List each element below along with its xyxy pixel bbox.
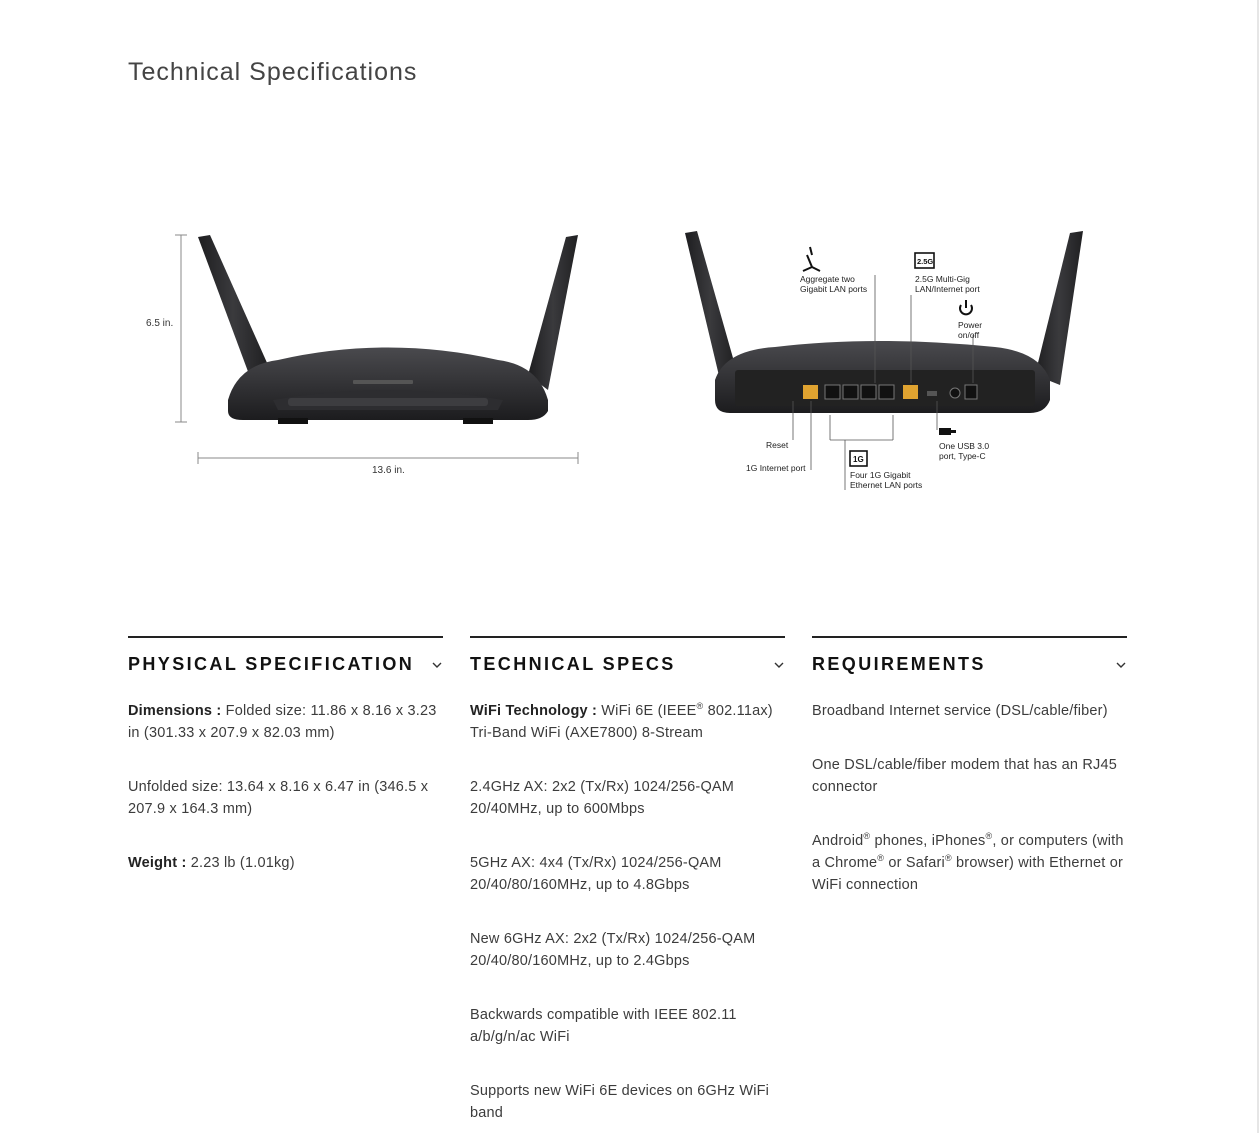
broadband-text: Broadband Internet service (DSL/cable/fiber)	[812, 703, 1108, 719]
physical-specification-section	[128, 636, 443, 1133]
chevron-down-icon	[773, 659, 785, 671]
callout-lan-2: Ethernet LAN ports	[850, 480, 923, 490]
height-label: 6.5 in.	[146, 318, 174, 329]
router-back-illustration	[675, 215, 1115, 505]
unfolded-size-text: Unfolded size: 13.64 x 8.16 x 6.47 in (346.5 x 207.9 x 164.3 mm)	[128, 779, 429, 817]
callout-power-2: on/off	[958, 330, 980, 340]
weight-text: Weight : 2.23 lb (1.01kg)	[128, 855, 295, 871]
technical-specs-section	[470, 636, 785, 1133]
power-icon	[960, 300, 972, 314]
callout-multigig-2: LAN/Internet port	[915, 284, 980, 294]
wifi-technology-text: WiFi Technology : WiFi 6E (IEEE® 802.11ax) Tri-Band WiFi (AXE7800) 8-Stream	[470, 701, 773, 741]
router-back-ports-figure	[675, 215, 1115, 505]
requirements-toggle[interactable]	[812, 654, 1127, 675]
callout-usb-1: One USB 3.0	[939, 441, 990, 451]
router-front-dimensions-figure	[128, 215, 608, 505]
dimensions-text: Dimensions : Folded size: 11.86 x 8.16 x 3.23 in (301.33 x 207.9 x 82.03 mm)	[128, 703, 437, 741]
technical-specs-toggle[interactable]	[470, 654, 785, 675]
callout-power-1: Power	[958, 320, 983, 330]
usb-icon	[939, 428, 956, 435]
spec-columns	[128, 636, 1127, 1133]
callout-lan-1: Four 1G Gigabit	[850, 470, 911, 480]
section-title: PHYSICAL SPECIFICATION	[128, 654, 415, 674]
band-5ghz-text: 5GHz AX: 4x4 (Tx/Rx) 1024/256-QAM 20/40/80/160MHz, up to 4.8Gbps	[470, 855, 722, 893]
backwards-compatible-text: Backwards compatible with IEEE 802.11 a/b/g/n/ac WiFi	[470, 1007, 737, 1045]
callout-reset: Reset	[766, 440, 789, 450]
lan-badge: 1G	[853, 455, 864, 464]
band-6ghz-text: New 6GHz AX: 2x2 (Tx/Rx) 1024/256-QAM 20/40/80/160MHz, up to 2.4Gbps	[470, 931, 756, 969]
chevron-down-icon	[431, 659, 443, 671]
multigig-badge: 2.5G	[917, 257, 934, 266]
devices-text: Android® phones, iPhones®, or computers (with a Chrome® or Safari® browser) with Ethernet or WiFi connection	[812, 831, 1124, 893]
router-front-illustration	[128, 215, 608, 505]
width-label: 13.6 in.	[372, 465, 405, 476]
requirements-section	[812, 636, 1127, 1133]
callout-aggregate-1: Aggregate two	[800, 274, 855, 284]
callout-usb-2: port, Type-C	[939, 451, 986, 461]
chevron-down-icon	[1115, 659, 1127, 671]
supports-wifi6e-text: Supports new WiFi 6E devices on 6GHz WiFi band	[470, 1083, 770, 1121]
callout-internet-1g: 1G Internet port	[746, 463, 806, 473]
link-aggregation-icon	[803, 247, 820, 271]
physical-specification-toggle[interactable]	[128, 654, 443, 675]
callout-aggregate-2: Gigabit LAN ports	[800, 284, 868, 294]
modem-text: One DSL/cable/fiber modem that has an RJ45 connector	[812, 757, 1118, 795]
band-24ghz-text: 2.4GHz AX: 2x2 (Tx/Rx) 1024/256-QAM 20/40MHz, up to 600Mbps	[470, 779, 735, 817]
callout-multigig-1: 2.5G Multi-Gig	[915, 274, 970, 284]
page-title: Technical Specifications	[128, 58, 418, 86]
section-title: REQUIREMENTS	[812, 654, 986, 674]
section-title: TECHNICAL SPECS	[470, 654, 676, 674]
